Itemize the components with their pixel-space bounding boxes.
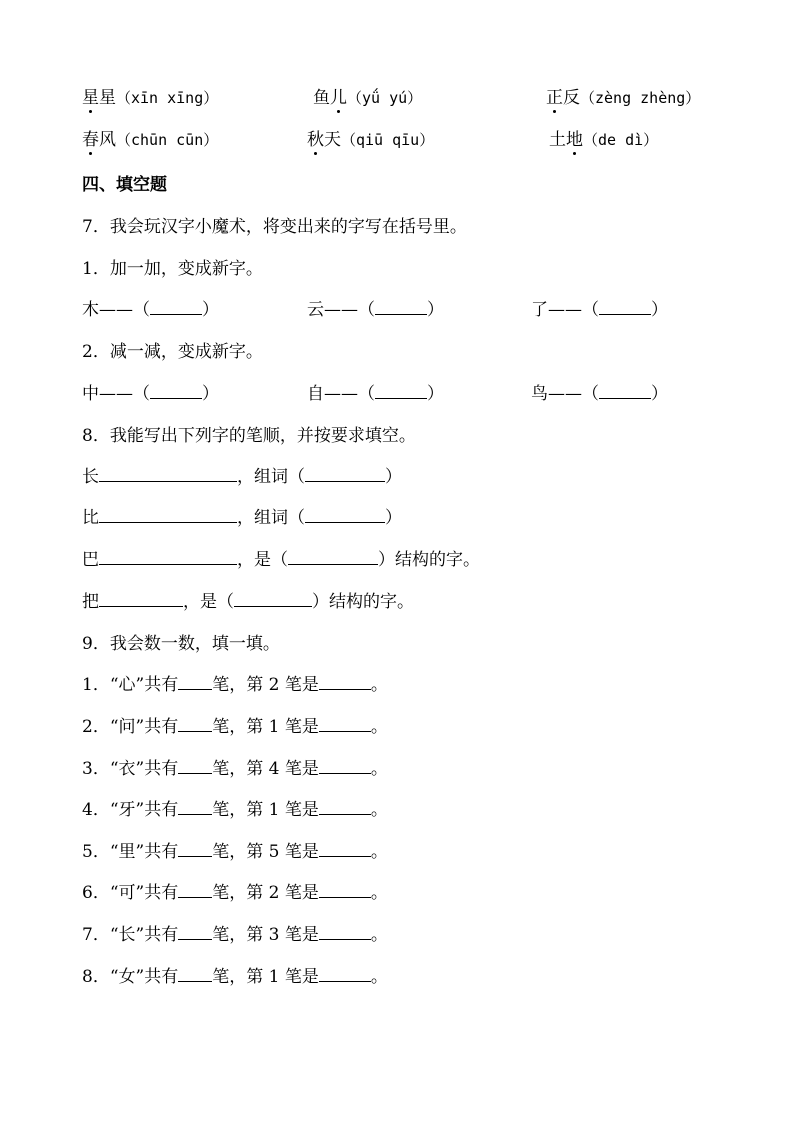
stroke-name-blank[interactable] <box>319 798 371 815</box>
pinyin-item: 鱼儿（yǘ yú） <box>313 88 423 108</box>
answer-blank[interactable] <box>599 382 651 399</box>
q9-item: 7．“长”共有 笔，第 3 笔是 。 <box>82 925 388 945</box>
stroke-count-blank[interactable] <box>178 715 212 732</box>
answer-blank[interactable] <box>599 298 651 315</box>
stroke-count-blank[interactable] <box>178 798 212 815</box>
dotted-char: 儿 <box>330 88 347 108</box>
q9-item: 6．“可”共有 笔，第 2 笔是 。 <box>82 883 388 903</box>
stroke-name-blank[interactable] <box>319 840 371 857</box>
q8-row: 巴 ，是（ ）结构的字。 <box>82 550 480 570</box>
word-blank[interactable] <box>305 506 385 523</box>
stroke-order-blank[interactable] <box>99 548 237 565</box>
dotted-char: 秋 <box>307 130 324 150</box>
stroke-count-blank[interactable] <box>178 757 212 774</box>
q7-add-item: 木——（ ） <box>82 300 219 320</box>
stroke-name-blank[interactable] <box>319 881 371 898</box>
q8-row: 长 ，组词（ ） <box>82 467 402 487</box>
stroke-name-blank[interactable] <box>319 923 371 940</box>
pinyin-item: 正反（zèng zhèng） <box>546 88 701 108</box>
stroke-name-blank[interactable] <box>319 715 371 732</box>
q7-add-item: 了——（ ） <box>531 300 668 320</box>
stroke-name-blank[interactable] <box>319 673 371 690</box>
dotted-char: 地 <box>566 130 583 150</box>
structure-blank[interactable] <box>288 548 378 565</box>
q7-part1-title: 1．加一加，变成新字。 <box>82 259 263 279</box>
q7-subtract-item: 自——（ ） <box>307 384 444 404</box>
pinyin-item: 秋天（qiū qīu） <box>307 130 435 150</box>
section-title: 四、填空题 <box>82 175 167 195</box>
structure-blank[interactable] <box>234 590 312 607</box>
dotted-char: 春 <box>82 130 99 150</box>
stroke-order-blank[interactable] <box>99 506 237 523</box>
stroke-name-blank[interactable] <box>319 757 371 774</box>
q9-item: 3．“衣”共有 笔，第 4 笔是 。 <box>82 759 388 779</box>
stroke-count-blank[interactable] <box>178 840 212 857</box>
q9-item: 8．“女”共有 笔，第 1 笔是 。 <box>82 967 388 987</box>
q7-subtract-item: 鸟——（ ） <box>531 384 668 404</box>
q7-subtract-item: 中——（ ） <box>82 384 219 404</box>
q9-item: 5．“里”共有 笔，第 5 笔是 。 <box>82 842 388 862</box>
answer-blank[interactable] <box>375 298 427 315</box>
dotted-char: 正 <box>546 88 563 108</box>
q8-title: 8．我能写出下列字的笔顺，并按要求填空。 <box>82 426 416 446</box>
q8-row: 比 ，组词（ ） <box>82 508 402 528</box>
pinyin-item: 春风（chūn cūn） <box>82 130 219 150</box>
q7-title: 7．我会玩汉字小魔术，将变出来的字写在括号里。 <box>82 217 467 237</box>
q9-item: 4．“牙”共有 笔，第 1 笔是 。 <box>82 800 388 820</box>
stroke-name-blank[interactable] <box>319 965 371 982</box>
stroke-count-blank[interactable] <box>178 923 212 940</box>
answer-blank[interactable] <box>375 382 427 399</box>
q7-part2-title: 2．减一减，变成新字。 <box>82 342 263 362</box>
answer-blank[interactable] <box>150 298 202 315</box>
q9-title: 9．我会数一数，填一填。 <box>82 634 280 654</box>
word-blank[interactable] <box>305 465 385 482</box>
stroke-count-blank[interactable] <box>178 673 212 690</box>
q9-item: 2．“问”共有 笔，第 1 笔是 。 <box>82 717 388 737</box>
q8-row: 把 ，是（ ）结构的字。 <box>82 592 414 612</box>
stroke-count-blank[interactable] <box>178 881 212 898</box>
pinyin-item: 星星（xīn xīng） <box>82 88 219 108</box>
pinyin-item: 土地（de dì） <box>549 130 659 150</box>
stroke-order-blank[interactable] <box>99 465 237 482</box>
dotted-char: 星 <box>82 88 99 108</box>
q9-item: 1．“心”共有 笔，第 2 笔是 。 <box>82 675 388 695</box>
q7-add-item: 云——（ ） <box>307 300 444 320</box>
answer-blank[interactable] <box>150 382 202 399</box>
stroke-count-blank[interactable] <box>178 965 212 982</box>
stroke-order-blank[interactable] <box>99 590 183 607</box>
